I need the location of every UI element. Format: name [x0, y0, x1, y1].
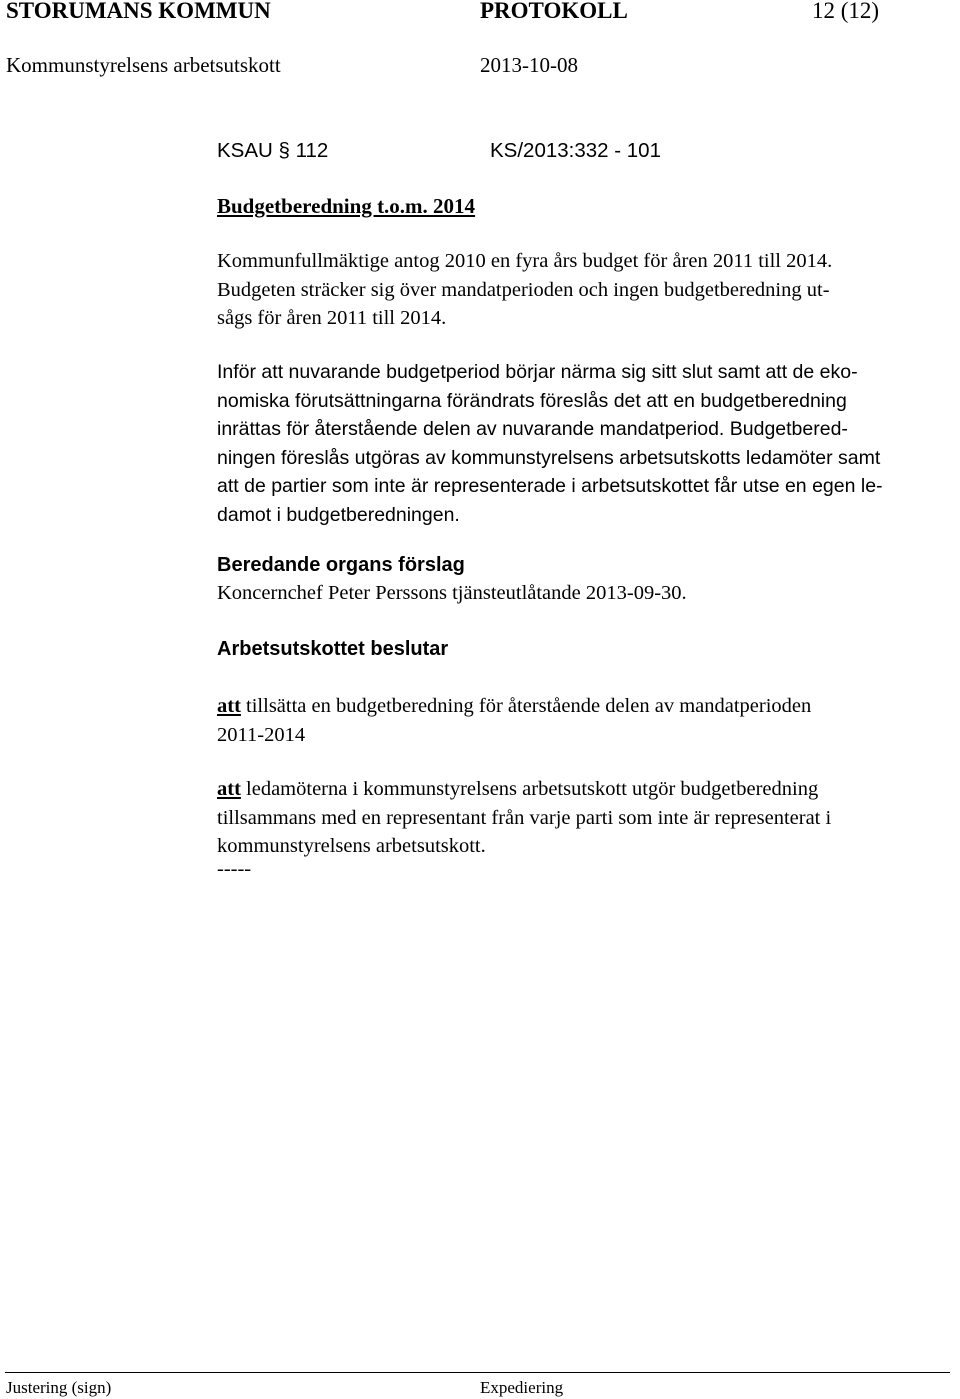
text-line: Budgeten sträcker sig över mandatperioden och ingen budgetberedning ut- [217, 278, 830, 301]
footer-divider [5, 1372, 950, 1373]
decision-keyword: att [217, 695, 241, 717]
proposal-text: Koncernchef Peter Perssons tjänsteutlåtande 2013-09-30. [217, 582, 687, 604]
text-line: sågs för åren 2011 till 2014. [217, 307, 447, 329]
text-line: nomiska förutsättningarna förändrats föreslås det att en budgetberedning [217, 389, 847, 412]
decision-item-2 [217, 775, 951, 861]
text-line: att de partier som inte är representerade i arbetsutskottet får utse en egen le- [217, 475, 883, 497]
decision-heading: Arbetsutskottet beslutar [217, 638, 449, 660]
end-mark: ----- [217, 858, 252, 880]
decision-text: tillsammans med en representant från varje parti som inte är representerat i [217, 806, 832, 829]
diary-number: KS/2013:332 - 101 [490, 139, 661, 162]
background-paragraph-2 [217, 358, 951, 529]
decision-text: ledamöterna i kommunstyrelsens arbetsutskott utgör budgetberedning [240, 778, 819, 800]
case-title: Budgetberedning t.o.m. 2014 [217, 194, 476, 218]
case-id: KSAU § 112 [217, 139, 329, 162]
proposal-heading: Beredande organs förslag [217, 554, 465, 576]
text-line: Inför att nuvarande budgetperiod börjar närma sig sitt slut samt att de eko- [217, 361, 858, 383]
decision-text: tillsätta en budgetberedning för återstående delen av mandatperioden [240, 695, 812, 717]
text-line: damot i budgetberedningen. [217, 503, 460, 526]
text-line: Kommunfullmäktige antog 2010 en fyra års budget för åren 2011 till 2014. [217, 250, 833, 272]
footer-signature-label: Justering (sign) [6, 1378, 112, 1397]
decision-text: kommunstyrelsens arbetsutskott. [217, 835, 486, 857]
decision-text: 2011-2014 [217, 723, 306, 746]
document-type: PROTOKOLL [480, 0, 628, 23]
text-line: ningen föreslås utgöras av kommunstyrelsens arbetsutskotts ledamöter samt [217, 446, 881, 469]
text-line: inrättas för återstående delen av nuvarande mandatperiod. Budgetbered- [217, 418, 848, 440]
decision-item-1 [217, 692, 951, 749]
footer-dispatch-label: Expediering [480, 1378, 564, 1397]
background-paragraph-1 [217, 247, 951, 333]
meeting-date: 2013-10-08 [480, 53, 578, 77]
page-number: 12 (12) [812, 0, 880, 23]
committee-name: Kommunstyrelsens arbetsutskott [6, 53, 281, 77]
decision-keyword: att [217, 778, 241, 800]
municipality-name: STORUMANS KOMMUN [6, 0, 271, 23]
